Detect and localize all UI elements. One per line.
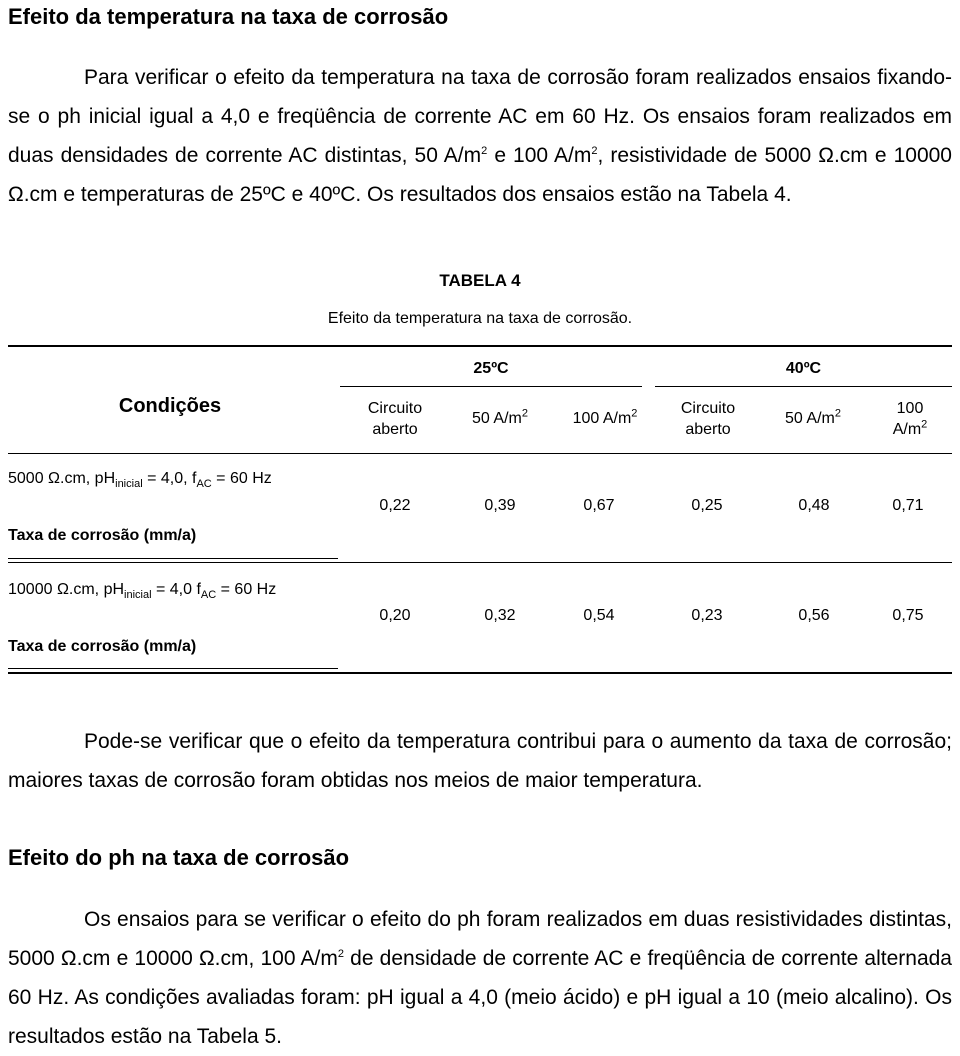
value-cell: 0,54	[583, 607, 615, 624]
table-caption-title: TABELA 4	[439, 271, 521, 290]
column-header-conditions: Condições	[118, 395, 222, 417]
superscript: 2	[834, 407, 841, 420]
superscript: 2	[921, 418, 928, 431]
paragraph-temperature-intro	[8, 58, 952, 214]
value-cell: 0,71	[892, 497, 924, 514]
superscript: 2	[631, 407, 638, 420]
value-cell: 0,75	[892, 607, 924, 624]
section-heading-temperature: Efeito da temperatura na taxa de corrosão	[8, 4, 449, 29]
subscript: inicial	[115, 478, 143, 491]
table-caption-subtitle: Efeito da temperatura na taxa de corrosão.	[327, 310, 633, 327]
table-bottom-rule	[8, 672, 952, 674]
paragraph-text: , resistividade de 5000 Ω.cm e 10000 Ω.cm e temperaturas de 25ºC e 40ºC. Os resultados dos ensaios estão na Tabela 4.	[8, 144, 952, 206]
table-top-rule	[8, 345, 952, 347]
subscript: AC	[200, 589, 217, 602]
section-heading-ph: Efeito do ph na taxa de corrosão	[8, 845, 350, 870]
row-condition-10000	[8, 580, 276, 600]
superscript: 2	[591, 145, 598, 157]
paragraph-text: Os ensaios para se verificar o efeito do ph foram realizados em duas resistividades distintas, 5000 Ω.cm e 10000 Ω.cm, 100 A/m	[8, 908, 952, 970]
column-group-40c: 40ºC	[785, 360, 822, 377]
row-condition-5000	[8, 469, 272, 489]
header-text: 50 A/m	[785, 410, 835, 427]
paragraph-conclusion	[8, 722, 952, 800]
condition-text: 5000 Ω.cm, pH	[8, 470, 116, 487]
column-group-25c: 25ºC	[473, 360, 509, 377]
subscript: AC	[196, 478, 212, 491]
row-rate-label: Taxa de corrosão (mm/a)	[8, 527, 197, 544]
row-label-underline	[8, 668, 338, 669]
condition-text: = 60 Hz	[211, 470, 272, 487]
column-header-open-circuit-25	[355, 398, 435, 440]
value-cell: 0,25	[691, 497, 723, 514]
header-line: Circuito	[680, 400, 736, 417]
condition-text: 10000 Ω.cm, pH	[8, 581, 125, 598]
paragraph-ph-intro	[8, 900, 952, 1056]
header-line: aberto	[685, 421, 731, 438]
header-line: Circuito	[367, 400, 423, 417]
condition-text: = 60 Hz	[216, 581, 277, 598]
paragraph-text: e 100 A/m	[487, 144, 592, 167]
header-text: 50 A/m	[472, 410, 522, 427]
header-line	[870, 419, 950, 440]
row-rate-label: Taxa de corrosão (mm/a)	[8, 638, 197, 655]
condition-text: = 4,0 f	[151, 581, 201, 598]
superscript: 2	[337, 948, 344, 960]
paragraph-text: de densidade de corrente AC e freqüência de corrente alternada 60 Hz. As condições avaliadas foram: pH igual a 4,0 (meio ácido) e pH igual a 10 (meio alcalino). Os resultados estão na Tabela 5.	[8, 947, 952, 1048]
condition-text: = 4,0, f	[142, 470, 197, 487]
header-bottom-rule	[8, 453, 952, 454]
value-cell: 0,32	[484, 607, 516, 624]
column-header-open-circuit-40	[668, 398, 748, 440]
value-cell: 0,48	[798, 497, 830, 514]
subscript: inicial	[124, 589, 152, 602]
value-cell: 0,23	[691, 607, 723, 624]
header-text: 100 A/m	[572, 410, 632, 427]
column-header-50-25	[455, 408, 545, 429]
paragraph-text: Para verificar o efeito da temperatura na taxa de corrosão foram realizados ensaios fixando-se o ph inicial igual a 4,0 e freqüência de corrente AC em 60 Hz. Os ensaios foram realizados em duas densidades de corrente AC distintas, 50 A/m	[8, 66, 952, 167]
temp-25-underline	[340, 386, 642, 387]
value-cell: 0,20	[379, 607, 411, 624]
row-separator	[8, 562, 952, 563]
value-cell: 0,39	[484, 497, 516, 514]
value-cell: 0,56	[798, 607, 830, 624]
temp-40-underline	[655, 386, 952, 387]
value-cell: 0,22	[379, 497, 411, 514]
superscript: 2	[481, 145, 488, 157]
header-text: A/m	[892, 421, 922, 438]
header-line: aberto	[372, 421, 418, 438]
column-header-100-40	[870, 398, 950, 440]
value-cell: 0,67	[583, 497, 615, 514]
column-header-50-40	[768, 408, 858, 429]
superscript: 2	[521, 407, 528, 420]
column-header-100-25	[555, 408, 655, 429]
row-label-underline	[8, 558, 338, 559]
header-line: 100	[896, 400, 924, 417]
paragraph-text: Pode-se verificar que o efeito da temperatura contribui para o aumento da taxa de corrosão; maiores taxas de corrosão foram obtidas nos meios de maior temperatura.	[8, 730, 952, 792]
